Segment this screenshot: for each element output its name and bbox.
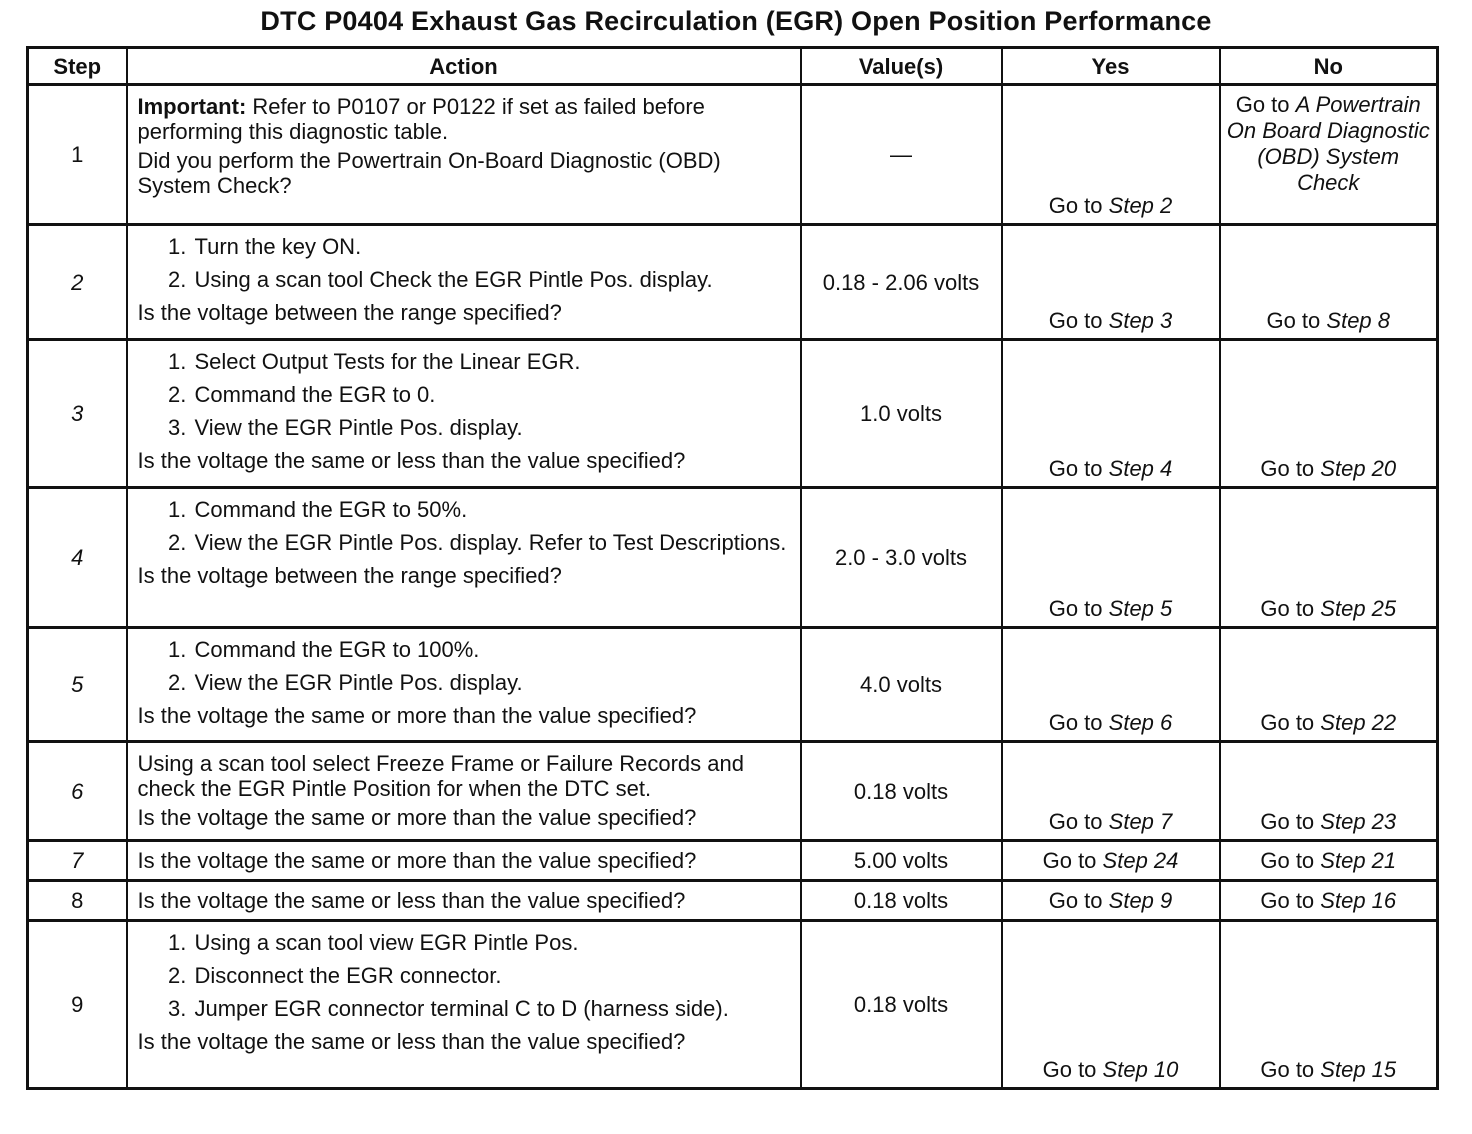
value-cell <box>801 85 1002 225</box>
action-step: 2. Command the EGR to 0. <box>193 382 792 407</box>
step-number: 2 <box>28 225 127 340</box>
table-row <box>28 841 1438 881</box>
action-step: 1. Command the EGR to 100%. <box>193 637 792 662</box>
yes-cell <box>1002 85 1220 225</box>
action-step: 2. View the EGR Pintle Pos. display. Refer to Test Descriptions. <box>193 530 792 555</box>
no-cell <box>1220 628 1438 742</box>
action-question: Did you perform the Powertrain On-Board Diagnostic (OBD) System Check? <box>137 148 721 198</box>
value-cell: 0.18 volts <box>801 921 1002 1089</box>
column-header-step: Step <box>28 48 127 85</box>
action-cell <box>127 628 801 742</box>
go-to-label: Go to <box>1260 1057 1315 1082</box>
go-to-label: Go to <box>1048 596 1103 621</box>
action-question: Is the voltage the same or less than the value specified? <box>137 448 686 473</box>
yes-step-link[interactable]: Step 4 <box>1108 456 1173 481</box>
value-cell: 0.18 - 2.06 volts <box>801 225 1002 340</box>
no-step-link[interactable]: Step 15 <box>1320 1057 1397 1082</box>
action-question: Is the voltage the same or more than the value specified? <box>137 848 697 873</box>
table-row <box>28 881 1438 921</box>
yes-step-link[interactable]: Step 24 <box>1102 848 1179 873</box>
important-note <box>138 94 792 144</box>
action-question: Is the voltage between the range specified? <box>137 563 562 588</box>
yes-cell <box>1002 841 1220 881</box>
no-cell <box>1220 488 1438 628</box>
table-row <box>28 628 1438 742</box>
no-cell <box>1220 225 1438 340</box>
yes-cell <box>1002 488 1220 628</box>
go-to-label: Go to <box>1260 596 1315 621</box>
action-step: 2. View the EGR Pintle Pos. display. <box>193 670 792 695</box>
step-number: 5 <box>28 628 127 742</box>
yes-step-link[interactable]: Step 7 <box>1108 809 1173 834</box>
yes-step-link[interactable]: Step 5 <box>1108 596 1173 621</box>
action-question: Is the voltage the same or more than the value specified? <box>137 703 697 728</box>
go-to-label: Go to <box>1266 308 1321 333</box>
action-cell <box>127 340 801 488</box>
no-cell <box>1220 340 1438 488</box>
yes-step-link[interactable]: Step 2 <box>1108 193 1173 218</box>
step-number: 3 <box>28 340 127 488</box>
go-to-label: Go to <box>1235 92 1290 117</box>
no-cell <box>1220 742 1438 841</box>
column-header-action: Action <box>127 48 801 85</box>
action-steps <box>138 349 792 440</box>
action-step: 3. View the EGR Pintle Pos. display. <box>193 415 792 440</box>
action-step: 2. Using a scan tool Check the EGR Pintle Pos. display. <box>193 267 792 292</box>
table-row <box>28 225 1438 340</box>
action-steps <box>138 637 792 695</box>
action-step: 1. Command the EGR to 50%. <box>193 497 792 522</box>
go-to-label: Go to <box>1260 888 1315 913</box>
action-steps <box>138 234 792 292</box>
value-cell: 4.0 volts <box>801 628 1002 742</box>
action-step: 1. Select Output Tests for the Linear EGR. <box>193 349 792 374</box>
yes-cell <box>1002 340 1220 488</box>
value-cell: 0.18 volts <box>801 881 1002 921</box>
go-to-label: Go to <box>1042 848 1097 873</box>
table-row <box>28 742 1438 841</box>
value-cell: 2.0 - 3.0 volts <box>801 488 1002 628</box>
table-header-row <box>28 48 1438 85</box>
yes-cell <box>1002 742 1220 841</box>
no-step-link[interactable]: Step 16 <box>1320 888 1397 913</box>
action-cell <box>127 85 801 225</box>
value-cell: 5.00 volts <box>801 841 1002 881</box>
no-step-link[interactable]: Step 8 <box>1326 308 1391 333</box>
action-question: Is the voltage the same or more than the value specified? <box>137 805 697 830</box>
action-step: 3. Jumper EGR connector terminal C to D (harness side). <box>193 996 792 1021</box>
action-cell <box>127 841 801 881</box>
step-number: 7 <box>28 841 127 881</box>
yes-cell <box>1002 225 1220 340</box>
table-row <box>28 921 1438 1089</box>
action-step: 1. Turn the key ON. <box>193 234 792 259</box>
go-to-label: Go to <box>1048 888 1103 913</box>
value-cell: 1.0 volts <box>801 340 1002 488</box>
important-text: Refer to P0107 or P0122 if set as failed before performing this diagnostic table. <box>137 94 705 144</box>
go-to-label: Go to <box>1048 809 1103 834</box>
action-step: 2. Disconnect the EGR connector. <box>193 963 792 988</box>
action-steps <box>138 930 792 1021</box>
column-header-values: Value(s) <box>801 48 1002 85</box>
no-cell <box>1220 841 1438 881</box>
yes-step-link[interactable]: Step 10 <box>1102 1057 1179 1082</box>
go-to-label: Go to <box>1048 193 1103 218</box>
go-to-label: Go to <box>1042 1057 1097 1082</box>
value-dash: — <box>890 142 912 167</box>
action-cell <box>127 488 801 628</box>
go-to-label: Go to <box>1260 809 1315 834</box>
no-cell <box>1220 881 1438 921</box>
table-row <box>28 488 1438 628</box>
table-row <box>28 340 1438 488</box>
step-number: 6 <box>28 742 127 841</box>
go-to-label: Go to <box>1048 710 1103 735</box>
no-cell <box>1220 85 1438 225</box>
step-number: 4 <box>28 488 127 628</box>
step-number: 1 <box>28 85 127 225</box>
no-step-link[interactable]: Step 23 <box>1320 809 1397 834</box>
go-to-label: Go to <box>1260 456 1315 481</box>
table-row <box>28 85 1438 225</box>
action-question: Is the voltage the same or less than the value specified? <box>137 888 686 913</box>
column-header-yes: Yes <box>1002 48 1220 85</box>
no-step-link[interactable]: Step 25 <box>1320 596 1397 621</box>
action-cell <box>127 742 801 841</box>
action-cell <box>127 881 801 921</box>
go-to-label: Go to <box>1260 848 1315 873</box>
no-obd-check-link[interactable]: A Powertrain On Board Diagnostic (OBD) System Check <box>1226 92 1430 195</box>
go-to-label: Go to <box>1048 308 1103 333</box>
action-cell <box>127 921 801 1089</box>
page-title: DTC P0404 Exhaust Gas Recirculation (EGR) Open Position Performance <box>260 6 1212 36</box>
yes-cell <box>1002 628 1220 742</box>
yes-step-link[interactable]: Step 9 <box>1108 888 1173 913</box>
step-number: 9 <box>28 921 127 1089</box>
action-step: 1. Using a scan tool view EGR Pintle Pos. <box>193 930 792 955</box>
no-step-link[interactable]: Step 20 <box>1320 456 1397 481</box>
yes-cell <box>1002 881 1220 921</box>
no-cell <box>1220 921 1438 1089</box>
no-step-link[interactable]: Step 21 <box>1320 848 1397 873</box>
go-to-label: Go to <box>1048 456 1103 481</box>
yes-step-link[interactable]: Step 3 <box>1108 308 1173 333</box>
yes-cell <box>1002 921 1220 1089</box>
action-question: Is the voltage between the range specified? <box>137 300 562 325</box>
action-text: Using a scan tool select Freeze Frame or Failure Records and check the EGR Pintle Position for when the DTC set. <box>137 751 744 801</box>
diagnostic-table <box>26 46 1439 1090</box>
value-cell: 0.18 volts <box>801 742 1002 841</box>
no-step-link[interactable]: Step 22 <box>1320 710 1397 735</box>
step-number: 8 <box>28 881 127 921</box>
go-to-label: Go to <box>1260 710 1315 735</box>
yes-step-link[interactable]: Step 6 <box>1108 710 1173 735</box>
action-cell <box>127 225 801 340</box>
column-header-no: No <box>1220 48 1438 85</box>
action-question: Is the voltage the same or less than the value specified? <box>137 1029 686 1054</box>
action-steps <box>138 497 792 555</box>
important-label: Important: <box>137 94 247 119</box>
